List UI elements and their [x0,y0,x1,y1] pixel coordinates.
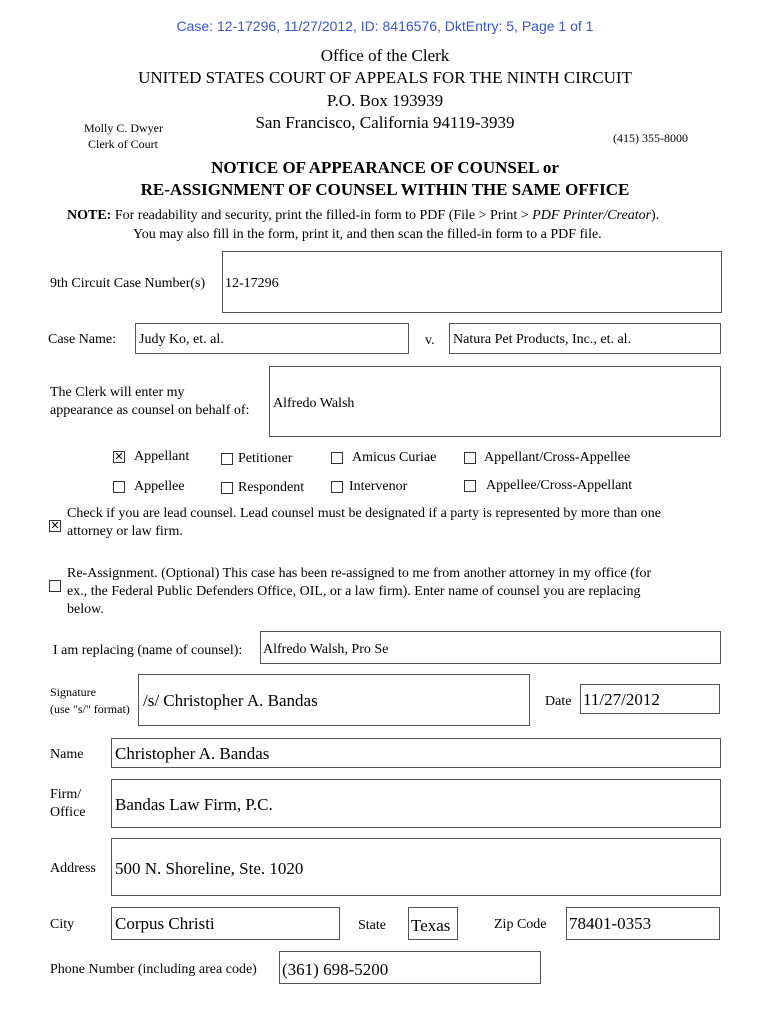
name-value: Christopher A. Bandas [115,744,270,763]
case-name-right-value: Natura Pet Products, Inc., et. al. [453,332,632,347]
note-label: NOTE: [67,208,112,223]
reassignment-line3: below. [67,602,104,617]
date-field[interactable] [580,684,720,714]
signature-field[interactable] [138,674,530,726]
role-label-appellee: Appellee [134,479,185,494]
role-label-respondent: Respondent [238,480,305,495]
replacing-label: I am replacing (name of counsel): [53,643,243,658]
case-name-label: Case Name: [48,332,117,347]
behalf-label-line1: The Clerk will enter my [50,385,185,400]
replacing-field[interactable] [260,631,721,664]
role-label-appellant: Appellant [134,449,190,464]
role-checkbox-appellee[interactable] [113,481,125,493]
role-checkbox-appellee-cross-appellant[interactable] [464,480,476,492]
signature-format-hint: (use "s/" format) [50,702,130,716]
firm-value: Bandas Law Firm, P.C. [115,795,273,814]
city-label: City [50,917,75,932]
phone-value: (361) 698-5200 [282,960,389,979]
court-name: UNITED STATES COURT OF APPEALS FOR THE NINTH CIRCUIT [138,68,632,87]
signature-label: Signature [50,685,96,699]
case-number-value: 12-17296 [225,276,279,291]
name-label: Name [50,747,84,762]
zip-label: Zip Code [494,917,547,932]
lead-counsel-line1: Check if you are lead counsel. Lead counsel must be designated if a party is represented by more than one [67,506,662,521]
reassignment-line2: ex., the Federal Public Defenders Office, OIL, or a law firm). Enter name of counsel you are replacing [67,584,641,599]
case-number-label: 9th Circuit Case Number(s) [50,276,206,291]
role-checkbox-respondent[interactable] [221,482,233,494]
name-field[interactable] [111,738,721,768]
note-line1 [67,208,659,224]
office-heading: Office of the Clerk [320,46,450,65]
replacing-value: Alfredo Walsh, Pro Se [263,642,389,657]
note-text-b: ). [651,208,660,223]
role-checkbox-intervenor[interactable] [331,481,343,493]
clerk-title: Clerk of Court [88,137,158,151]
case-number-field[interactable] [222,251,722,313]
case-name-right-field[interactable] [449,323,721,354]
form-title-line2: RE-ASSIGNMENT OF COUNSEL WITHIN THE SAME OFFICE [140,180,630,199]
role-checkbox-appellant[interactable] [113,451,125,463]
city-value: Corpus Christi [115,914,215,933]
phone-field[interactable] [279,951,541,984]
state-label: State [358,918,386,933]
address-value: 500 N. Shoreline, Ste. 1020 [115,859,304,878]
phone-label: Phone Number (including area code) [50,962,257,977]
firm-label-line1: Firm/ [50,787,82,802]
note-text-a: For readability and security, print the filled-in form to PDF (File > Print > [114,208,533,223]
date-label: Date [545,694,572,709]
form-title-line1: NOTICE OF APPEARANCE OF COUNSEL or [211,158,559,177]
reassignment-line1: Re-Assignment. (Optional) This case has been re-assigned to me from another attorney in my office (for [67,566,652,581]
versus-label: v. [425,333,435,348]
state-value: Texas [411,916,451,935]
role-label-amicus-curiae: Amicus Curiae [352,450,437,465]
case-name-left-value: Judy Ko, et. al. [139,332,224,347]
zip-value: 78401-0353 [569,914,652,933]
po-box: P.O. Box 193939 [326,91,444,110]
role-label-appellee-cross-appellant: Appellee/Cross-Appellant [486,478,633,493]
clerk-name: Molly C. Dwyer [84,121,163,135]
docket-banner: Case: 12-17296, 11/27/2012, ID: 8416576, DktEntry: 5, Page 1 of 1 [176,18,594,34]
zip-field[interactable] [566,907,720,940]
behalf-field[interactable] [269,366,721,437]
case-name-left-field[interactable] [135,323,409,354]
address-field[interactable] [111,838,721,896]
lead-counsel-checkbox[interactable] [49,520,61,532]
role-checkbox-amicus-curiae[interactable] [331,452,343,464]
city-field[interactable] [111,907,340,940]
firm-field[interactable] [111,779,721,828]
role-checkbox-petitioner[interactable] [221,453,233,465]
date-value: 11/27/2012 [583,690,660,709]
role-label-intervenor: Intervenor [349,479,408,494]
address-label: Address [50,861,96,876]
lead-counsel-line2: attorney or law firm. [67,524,183,539]
city-line: San Francisco, California 94119-3939 [255,113,515,132]
note-text-italic: PDF Printer/Creator [532,208,652,223]
role-checkbox-appellant-cross-appellee[interactable] [464,452,476,464]
reassignment-checkbox[interactable] [49,580,61,592]
role-label-appellant-cross-appellee: Appellant/Cross-Appellee [484,450,631,465]
clerk-phone: (415) 355-8000 [613,131,688,145]
firm-label-line2: Office [50,805,86,820]
state-field[interactable] [408,907,458,940]
role-label-petitioner: Petitioner [238,451,293,466]
note-line2: You may also fill in the form, print it, and then scan the filled-in form to a PDF file. [133,227,602,242]
behalf-value: Alfredo Walsh [273,396,355,411]
signature-value: /s/ Christopher A. Bandas [143,691,318,710]
behalf-label-line2: appearance as counsel on behalf of: [50,403,250,418]
